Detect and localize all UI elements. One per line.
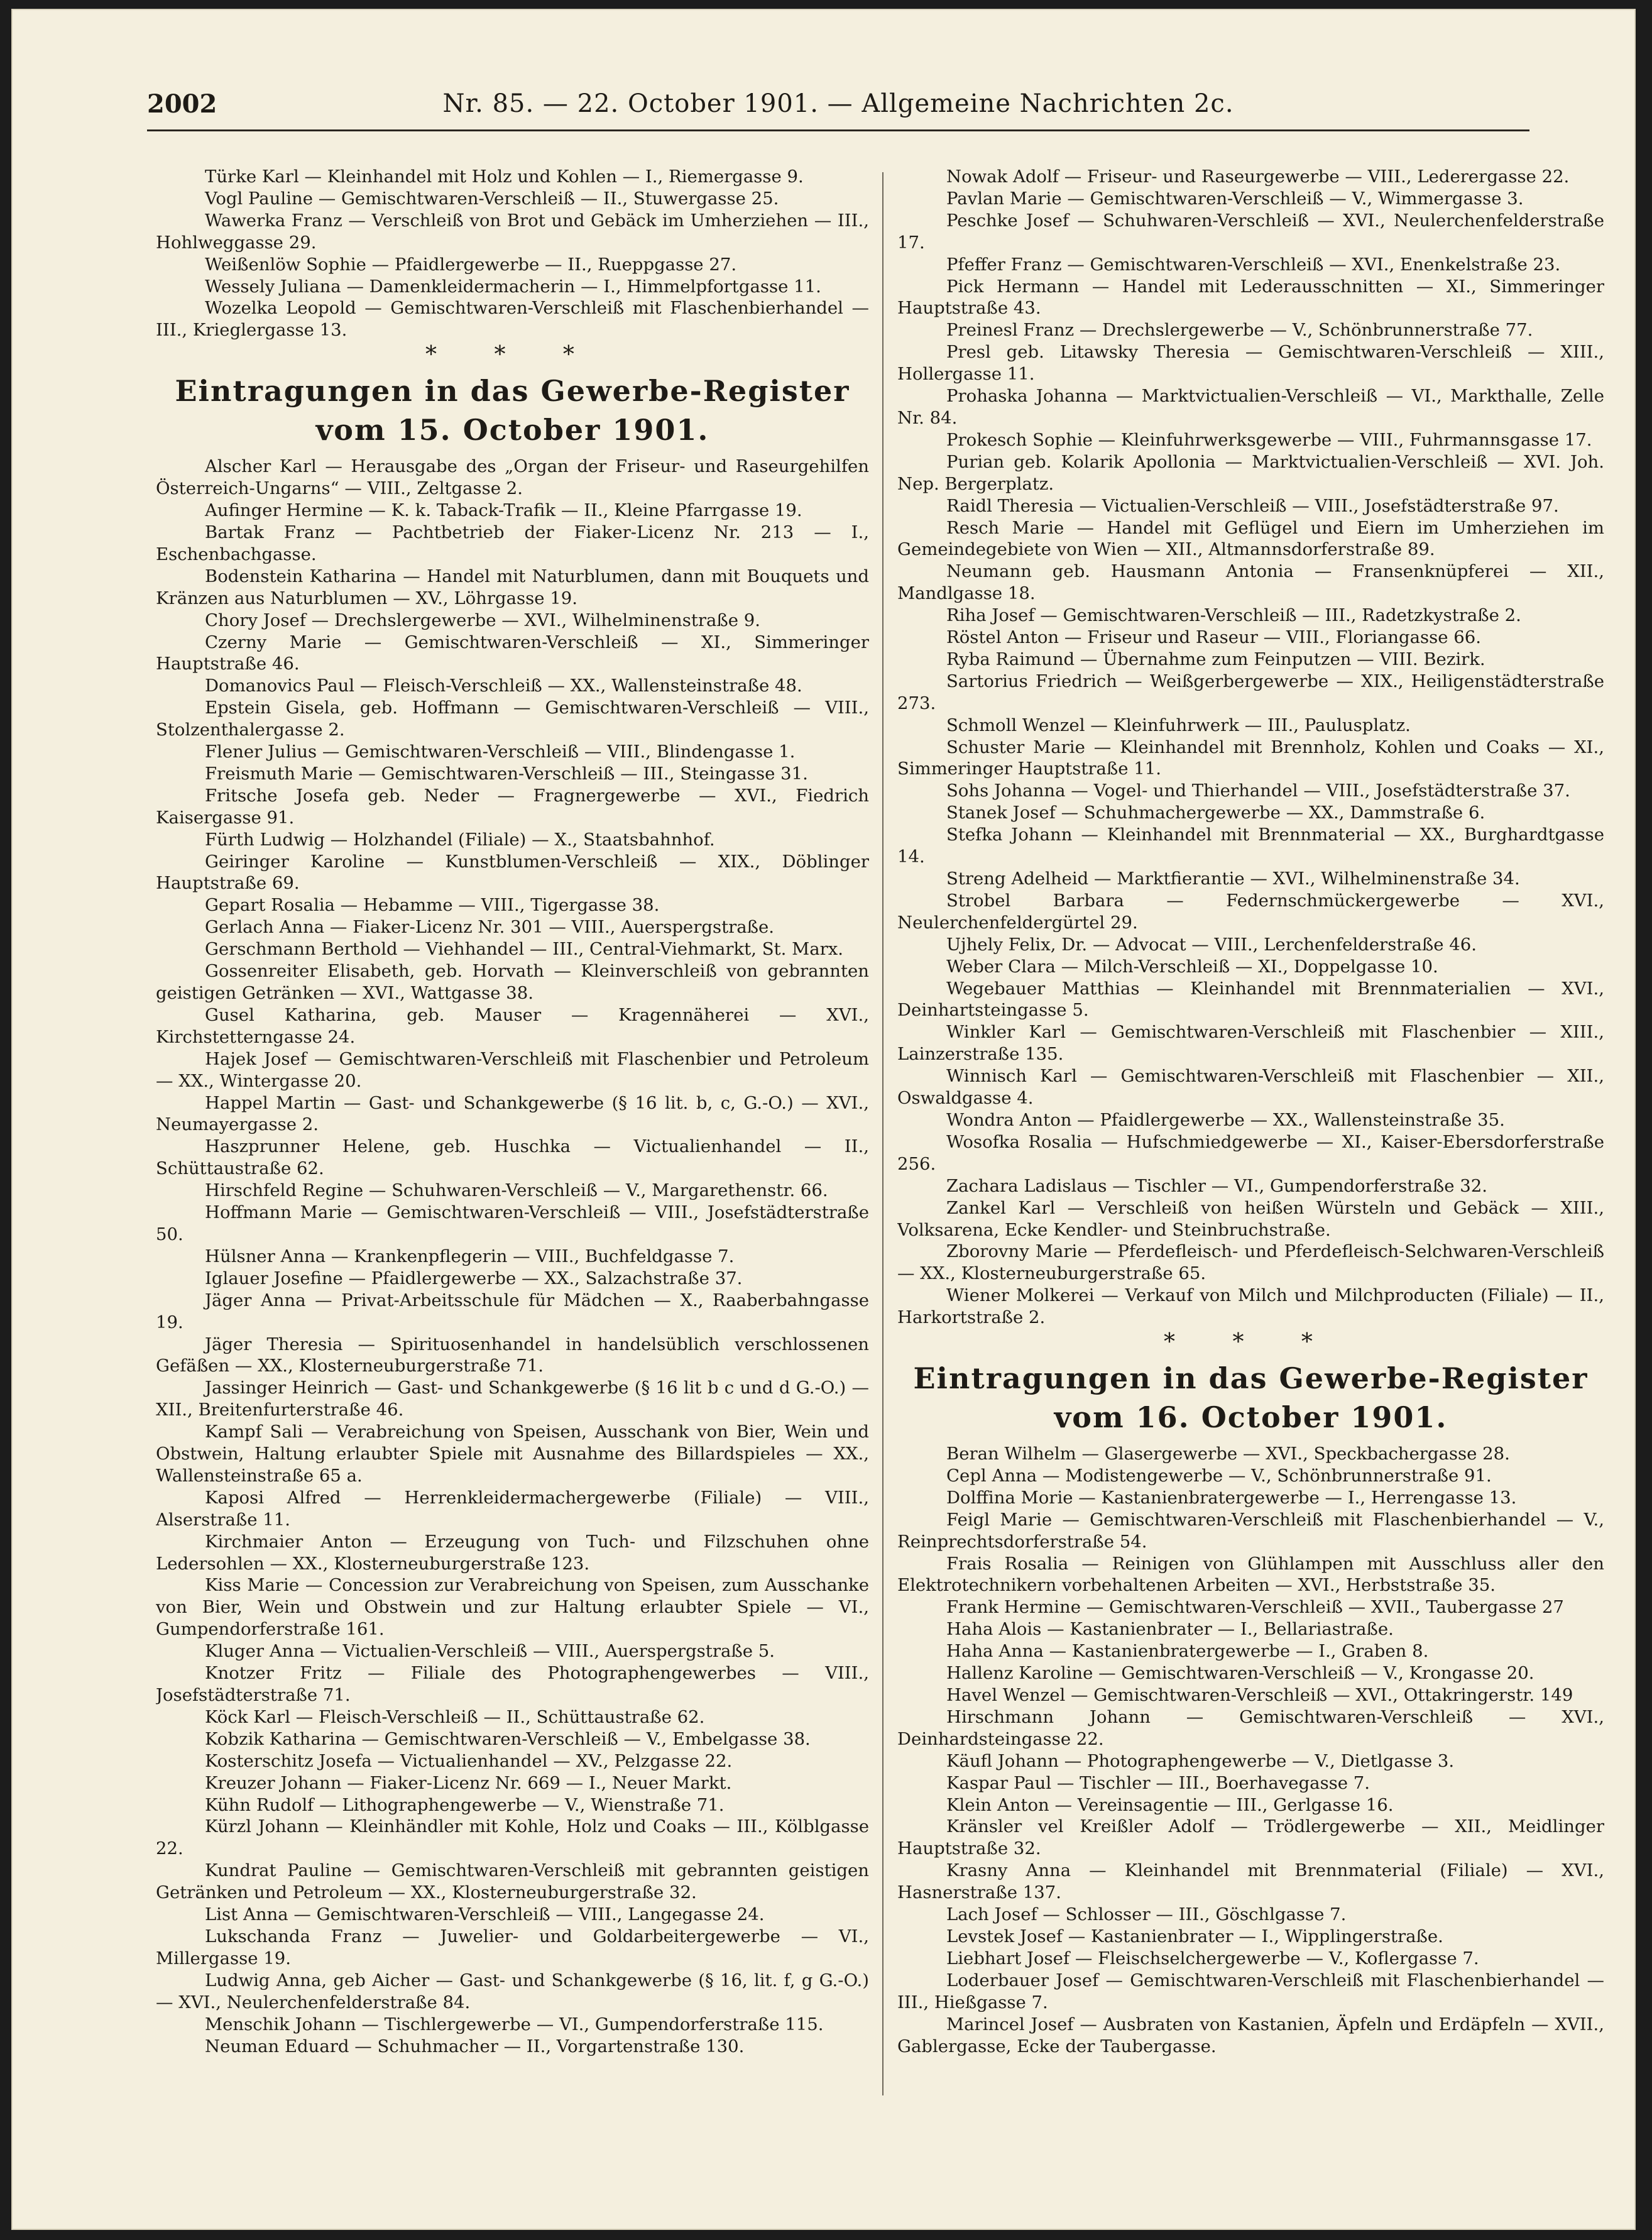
register-entry: Aufinger Hermine — K. k. Taback-Trafik — II., Kleine Pfarrgasse 19.	[205, 500, 802, 521]
newspaper-page	[11, 9, 1636, 2230]
register-entry: Käufl Johann — Photographengewerbe — V., Dietlgasse 3.	[946, 1750, 1455, 1771]
register-entry: Wegebauer Matthias — Kleinhandel mit Brennmaterialien — XVI., Deinhartsteingasse 5.	[897, 978, 1604, 1021]
register-entry: Fritsche Josefa geb. Neder — Fragnergewerbe — XVI., Fiedrich Kaisergasse 91.	[156, 785, 869, 828]
register-entry: Havel Wenzel — Gemischtwaren-Verschleiß — XVI., Ottakringerstr. 149	[946, 1685, 1573, 1705]
register-entry: Happel Martin — Gast- und Schankgewerbe (§ 16 lit. b, c, G.-O.) — XVI., Neumayergasse 2.	[156, 1092, 869, 1135]
register-entry: Gossenreiter Elisabeth, geb. Horvath — Kleinverschleiß von gebrannten geistigen Getränken — XVI., Wattgasse 38.	[156, 961, 869, 1003]
register-entry: Streng Adelheid — Marktfierantie — XVI., Wilhelminenstraße 34.	[946, 869, 1520, 889]
section-title-line-1: Eintragungen in das Gewerbe-Register	[175, 374, 850, 409]
register-entry: Winkler Karl — Gemischtwaren-Verschleiß mit Flaschenbier — XIII., Lainzerstraße 135.	[897, 1022, 1604, 1065]
page-header	[147, 89, 1529, 127]
section-title-oct-15	[156, 371, 869, 449]
section-title-line-1: Eintragungen in das Gewerbe-Register	[913, 1361, 1589, 1396]
register-entry: Kluger Anna — Victualien-Verschleiß — VIII., Auerspergstraße 5.	[205, 1641, 775, 1662]
register-entry: Wiener Molkerei — Verkauf von Milch und Milchproducten (Filiale) — II., Harkortstraße 2.	[897, 1285, 1604, 1328]
register-entry: Peschke Josef — Schuhwaren-Verschleiß — XVI., Neulerchenfelderstraße 17.	[897, 210, 1604, 253]
register-entry: Menschik Johann — Tischlergewerbe — VI., Gumpendorferstraße 115.	[205, 2014, 824, 2034]
register-entry: Schuster Marie — Kleinhandel mit Brennholz, Kohlen und Coaks — XI., Simmeringer Hauptstraße 11.	[897, 737, 1604, 779]
register-entry: Fürth Ludwig — Holzhandel (Filiale) — X., Staatsbahnhof.	[205, 829, 715, 850]
register-entry: Zankel Karl — Verschleiß von heißen Würsteln und Gebäck — XIII., Volksarena, Ecke Kendler- und Steinbruchstraße.	[897, 1197, 1604, 1240]
register-entry: Prohaska Johanna — Marktvictualien-Verschleiß — VI., Markthalle, Zelle Nr. 84.	[897, 386, 1604, 428]
register-entry: Hoffmann Marie — Gemischtwaren-Verschleiß — VIII., Josefstädterstraße 50.	[156, 1202, 869, 1244]
register-entry: Kirchmaier Anton — Erzeugung von Tuch- und Filzschuhen ohne Ledersohlen — XX., Klosterneuburgerstraße 123.	[156, 1531, 869, 1574]
register-entry: Gerlach Anna — Fiaker-Licenz Nr. 301 — VIII., Auerspergstraße.	[205, 917, 775, 938]
register-entries-oct-15	[156, 456, 869, 2057]
register-entry: Prokesch Sophie — Kleinfuhrwerksgewerbe — VIII., Fuhrmannsgasse 17.	[946, 429, 1592, 450]
register-entry: Hirschfeld Regine — Schuhwaren-Verschleiß — V., Margarethenstr. 66.	[205, 1180, 828, 1201]
register-entry: Iglauer Josefine — Pfaidlergewerbe — XX., Salzachstraße 37.	[205, 1268, 743, 1288]
register-entry: Röstel Anton — Friseur und Raseur — VIII., Floriangasse 66.	[946, 627, 1481, 648]
register-entry: Hirschmann Johann — Gemischtwaren-Verschleiß — XVI., Deinhardsteingasse 22.	[897, 1706, 1604, 1749]
register-entry: Pfeffer Franz — Gemischtwaren-Verschleiß — XVI., Enenkelstraße 23.	[946, 254, 1561, 275]
register-entry: Hajek Josef — Gemischtwaren-Verschleiß mit Flaschenbier und Petroleum — XX., Wintergasse 20.	[156, 1048, 869, 1091]
register-entry: Jäger Theresia — Spirituosenhandel in handelsüblich verschlossenen Gefäßen — XX., Klosterneuburgerstraße 71.	[156, 1334, 869, 1376]
register-entry: List Anna — Gemischtwaren-Verschleiß — VIII., Langegasse 24.	[205, 1904, 765, 1925]
register-entry: Strobel Barbara — Federnschmückergewerbe — XVI., Neulerchenfeldergürtel 29.	[897, 890, 1604, 933]
register-entry: Kühn Rudolf — Lithographengewerbe — V., Wienstraße 71.	[205, 1794, 725, 1815]
register-entry: Wessely Juliana — Damenkleidermacherin — I., Himmelpfortgasse 11.	[205, 276, 821, 297]
register-entry: Kränsler vel Kreißler Adolf — Trödlergewerbe — XII., Meidlinger Hauptstraße 32.	[897, 1816, 1604, 1859]
register-entry: Pavlan Marie — Gemischtwaren-Verschleiß — V., Wimmergasse 3.	[946, 188, 1524, 209]
register-entry: Wawerka Franz — Verschleiß von Brot und Gebäck im Umherziehen — III., Hohlweggasse 29.	[156, 210, 869, 253]
register-entry: Chory Josef — Drechslergewerbe — XVI., Wilhelminenstraße 9.	[205, 610, 761, 630]
register-entry: Vogl Pauline — Gemischtwaren-Verschleiß — II., Stuwergasse 25.	[205, 188, 779, 209]
register-entry: Türke Karl — Kleinhandel mit Holz und Kohlen — I., Riemergasse 9.	[205, 167, 804, 187]
register-entry: Sohs Johanna — Vogel- und Thierhandel — VIII., Josefstädterstraße 37.	[946, 781, 1570, 801]
register-entry: Domanovics Paul — Fleisch-Verschleiß — XX., Wallensteinstraße 48.	[205, 676, 802, 696]
register-entry: Frais Rosalia — Reinigen von Glühlampen mit Ausschluss aller den Elektrotechnikern vorbehaltenen Arbeiten — XVI., Herbststraße 35.	[897, 1553, 1604, 1596]
register-entry: Raidl Theresia — Victualien-Verschleiß — VIII., Josefstädterstraße 97.	[946, 495, 1559, 516]
register-entry: Haha Anna — Kastanienbratergewerbe — I., Graben 8.	[946, 1641, 1429, 1662]
register-entry: Kreuzer Johann — Fiaker-Licenz Nr. 669 — I., Neuer Markt.	[205, 1772, 732, 1793]
register-entry: Alscher Karl — Herausgabe des „Organ der Friseur- und Raseurgehilfen Österreich-Ungarns“ — VIII., Zeltgasse 2.	[156, 456, 869, 499]
register-entry: Geiringer Karoline — Kunstblumen-Verschleiß — XIX., Döblinger Hauptstraße 69.	[156, 851, 869, 894]
register-entry: Jäger Anna — Privat-Arbeitsschule für Mädchen — X., Raaberbahngasse 19.	[156, 1290, 869, 1332]
register-entry: Winnisch Karl — Gemischtwaren-Verschleiß mit Flaschenbier — XII., Oswaldgasse 4.	[897, 1066, 1604, 1109]
register-entry: Levstek Josef — Kastanienbrater — I., Wipplingerstraße.	[946, 1926, 1443, 1946]
register-entry: Kobzik Katharina — Gemischtwaren-Verschleiß — V., Embelgasse 38.	[205, 1728, 811, 1749]
register-entry: Purian geb. Kolarik Apollonia — Marktvictualien-Verschleiß — XVI. Joh. Nep. Bergerplatz.	[897, 451, 1604, 494]
register-entry: Ludwig Anna, geb Aicher — Gast- und Schankgewerbe (§ 16, lit. f, g G.-O.) — XVI., Neulerchenfelderstraße 84.	[156, 1970, 869, 2012]
register-entry: Riha Josef — Gemischtwaren-Verschleiß — III., Radetzkystraße 2.	[946, 605, 1521, 626]
register-entry: Resch Marie — Handel mit Geflügel und Eiern im Umherziehen im Gemeindegebiete von Wien — XII., Altmannsdorferstraße 89.	[897, 517, 1604, 560]
register-entry: Sartorius Friedrich — Weißgerbergewerbe — XIX., Heiligenstädterstraße 273.	[897, 671, 1604, 713]
register-entry: Gerschmann Berthold — Viehhandel — III., Central-Viehmarkt, St. Marx.	[205, 939, 844, 960]
register-entry: Frank Hermine — Gemischtwaren-Verschleiß — XVII., Taubergasse 27	[946, 1597, 1564, 1618]
register-entry: Knotzer Fritz — Filiale des Photographengewerbes — VIII., Josefstädterstraße 71.	[156, 1663, 869, 1705]
section-title-line-2: vom 15. October 1901.	[315, 413, 709, 447]
register-entry: Haha Alois — Kastanienbrater — I., Bellariastraße.	[946, 1619, 1394, 1640]
register-entry: Flener Julius — Gemischtwaren-Verschleiß — VIII., Blindengasse 1.	[205, 742, 796, 762]
register-entry: Bartak Franz — Pachtbetrieb der Fiaker-Licenz Nr. 213 — I., Eschenbachgasse.	[156, 522, 869, 564]
register-entry: Cepl Anna — Modistengewerbe — V., Schönbrunnerstraße 91.	[946, 1465, 1492, 1486]
register-entry: Ujhely Felix, Dr. — Advocat — VIII., Lerchenfelderstraße 46.	[946, 934, 1477, 955]
register-entry: Neumann geb. Hausmann Antonia — Fransenknüpferei — XII., Mandlgasse 18.	[897, 561, 1604, 604]
register-entry: Krasny Anna — Kleinhandel mit Brennmaterial (Filiale) — XVI., Hasnerstraße 137.	[897, 1860, 1604, 1903]
register-entry: Ryba Raimund — Übernahme zum Feinputzen — VIII. Bezirk.	[946, 649, 1485, 669]
register-entry: Köck Karl — Fleisch-Verschleiß — II., Schüttaustraße 62.	[205, 1706, 705, 1727]
register-entry: Wozelka Leopold — Gemischtwaren-Verschleiß mit Flaschenbierhandel — III., Krieglergasse 13.	[156, 298, 869, 341]
register-entry: Lach Josef — Schlosser — III., Göschlgasse 7.	[946, 1904, 1347, 1925]
register-entry: Weber Clara — Milch-Verschleiß — XI., Doppelgasse 10.	[946, 956, 1438, 977]
register-entry: Loderbauer Josef — Gemischtwaren-Verschleiß mit Flaschenbierhandel — III., Hießgasse 7.	[897, 1970, 1604, 2012]
register-entry: Kosterschitz Josefa — Victualienhandel — XV., Pelzgasse 22.	[205, 1750, 733, 1771]
section-title-oct-16	[897, 1359, 1604, 1437]
register-entry: Czerny Marie — Gemischtwaren-Verschleiß — XI., Simmeringer Hauptstraße 46.	[156, 632, 869, 674]
register-entry: Marincel Josef — Ausbraten von Kastanien, Äpfeln und Erdäpfeln — XVII., Gablergasse, Ecke der Taubergasse.	[897, 2014, 1604, 2056]
register-entry: Epstein Gisela, geb. Hoffmann — Gemischtwaren-Verschleiß — VIII., Stolzenthalergasse 2.	[156, 698, 869, 740]
register-entry: Klein Anton — Vereinsagentie — III., Gerlgasse 16.	[946, 1794, 1394, 1815]
register-entry: Hülsner Anna — Krankenpflegerin — VIII., Buchfeldgasse 7.	[205, 1246, 735, 1266]
register-entry: Zachara Ladislaus — Tischler — VI., Gumpendorferstraße 32.	[946, 1175, 1488, 1196]
register-entry: Kürzl Johann — Kleinhändler mit Kohle, Holz und Coaks — III., Kölblgasse 22.	[156, 1816, 869, 1859]
register-entry: Lukschanda Franz — Juwelier- und Goldarbeitergewerbe — VI., Millergasse 19.	[156, 1926, 869, 1968]
register-entry: Gusel Katharina, geb. Mauser — Kragennäherei — XVI., Kirchstetterngasse 24.	[156, 1004, 869, 1047]
register-entry: Bodenstein Katharina — Handel mit Naturblumen, dann mit Bouquets und Kränzen aus Naturblumen — XV., Löhrgasse 19.	[156, 566, 869, 608]
register-entry: Schmoll Wenzel — Kleinfuhrwerk — III., Paulusplatz.	[946, 715, 1411, 735]
running-title: Nr. 85. — 22. October 1901. — Allgemeine Nachrichten 2c.	[442, 89, 1234, 118]
register-entry: Pick Hermann — Handel mit Lederausschnitten — XI., Simmeringer Hauptstraße 43.	[897, 276, 1604, 319]
column-divider	[882, 172, 883, 2095]
register-entry: Stefka Johann — Kleinhandel mit Brennmaterial — XX., Burghardtgasse 14.	[897, 825, 1604, 867]
section-title-line-2: vom 16. October 1901.	[1054, 1400, 1448, 1435]
register-entry: Kaposi Alfred — Herrenkleidermachergewerbe (Filiale) — VIII., Alserstraße 11.	[156, 1487, 869, 1530]
register-entry: Feigl Marie — Gemischtwaren-Verschleiß mit Flaschenbierhandel — V., Reinprechtsdorferstraße 54.	[897, 1509, 1604, 1552]
register-entry: Liebhart Josef — Fleischselchergewerbe — V., Koflergasse 7.	[946, 1948, 1479, 1968]
register-entry: Stanek Josef — Schuhmachergewerbe — XX., Dammstraße 6.	[946, 803, 1485, 823]
register-entry: Zborovny Marie — Pferdefleisch- und Pferdefleisch-Selchwaren-Verschleiß — XX., Klosterneuburgerstraße 65.	[897, 1241, 1604, 1284]
register-entry: Hallenz Karoline — Gemischtwaren-Verschleiß — V., Krongasse 20.	[946, 1663, 1534, 1684]
register-entry: Dolffina Morie — Kastanienbratergewerbe — I., Herrengasse 13.	[946, 1487, 1517, 1508]
register-entry: Wondra Anton — Pfaidlergewerbe — XX., Wallensteinstraße 35.	[946, 1109, 1505, 1130]
register-entry: Kundrat Pauline — Gemischtwaren-Verschleiß mit gebrannten geistigen Getränken und Petroleum — XX., Klosterneuburgerstraße 32.	[156, 1860, 869, 1903]
left-top-entries	[156, 166, 869, 341]
register-entry: Freismuth Marie — Gemischtwaren-Verschleiß — III., Steingasse 31.	[205, 763, 808, 784]
header-rule	[147, 129, 1529, 131]
register-entry: Neuman Eduard — Schuhmacher — II., Vorgartenstraße 130.	[205, 2036, 745, 2056]
register-entry: Nowak Adolf — Friseur- und Raseurgewerbe — VIII., Lederergasse 22.	[946, 167, 1570, 187]
register-entry: Kiss Marie — Concession zur Verabreichung von Speisen, zum Ausschanke von Bier, Wein und Obstwein und zur Haltung erlaubter Spiele — VI., Gumpendorferstraße 161.	[156, 1575, 869, 1640]
register-entry: Wosofka Rosalia — Hufschmiedgewerbe — XI., Kaiser-Ebersdorferstraße 256.	[897, 1131, 1604, 1174]
register-entry: Presl geb. Litawsky Theresia — Gemischtwaren-Verschleiß — XIII., Hollergasse 11.	[897, 342, 1604, 385]
left-column	[156, 166, 869, 2202]
register-entry: Preinesl Franz — Drechslergewerbe — V., Schönbrunnerstraße 77.	[946, 320, 1533, 341]
right-column	[897, 166, 1604, 2202]
register-entry: Jassinger Heinrich — Gast- und Schankgewerbe (§ 16 lit b c und d G.-O.) — XII., Breitenfurterstraße 46.	[156, 1378, 869, 1420]
register-entry: Weißenlöw Sophie — Pfaidlergewerbe — II., Rueppgasse 27.	[205, 254, 737, 275]
register-entry: Kampf Sali — Verabreichung von Speisen, Ausschank von Bier, Wein und Obstwein, Haltung erlaubter Spiele mit Ausnahme des Billardspieles — XX., Wallensteinstraße 65 a.	[156, 1422, 869, 1486]
section-separator: * * *	[1164, 1329, 1338, 1356]
register-entry: Kaspar Paul — Tischler — III., Boerhavegasse 7.	[946, 1772, 1370, 1793]
register-entry: Gepart Rosalia — Hebamme — VIII., Tigergasse 38.	[205, 895, 660, 916]
right-top-entries	[897, 166, 1604, 1329]
register-entry: Haszprunner Helene, geb. Huschka — Victualienhandel — II., Schüttaustraße 62.	[156, 1136, 869, 1179]
section-separator: * * *	[425, 342, 599, 368]
register-entry: Beran Wilhelm — Glasergewerbe — XVI., Speckbachergasse 28.	[946, 1444, 1510, 1464]
register-entries-oct-16	[897, 1443, 1604, 2057]
page-number: 2002	[147, 89, 217, 119]
